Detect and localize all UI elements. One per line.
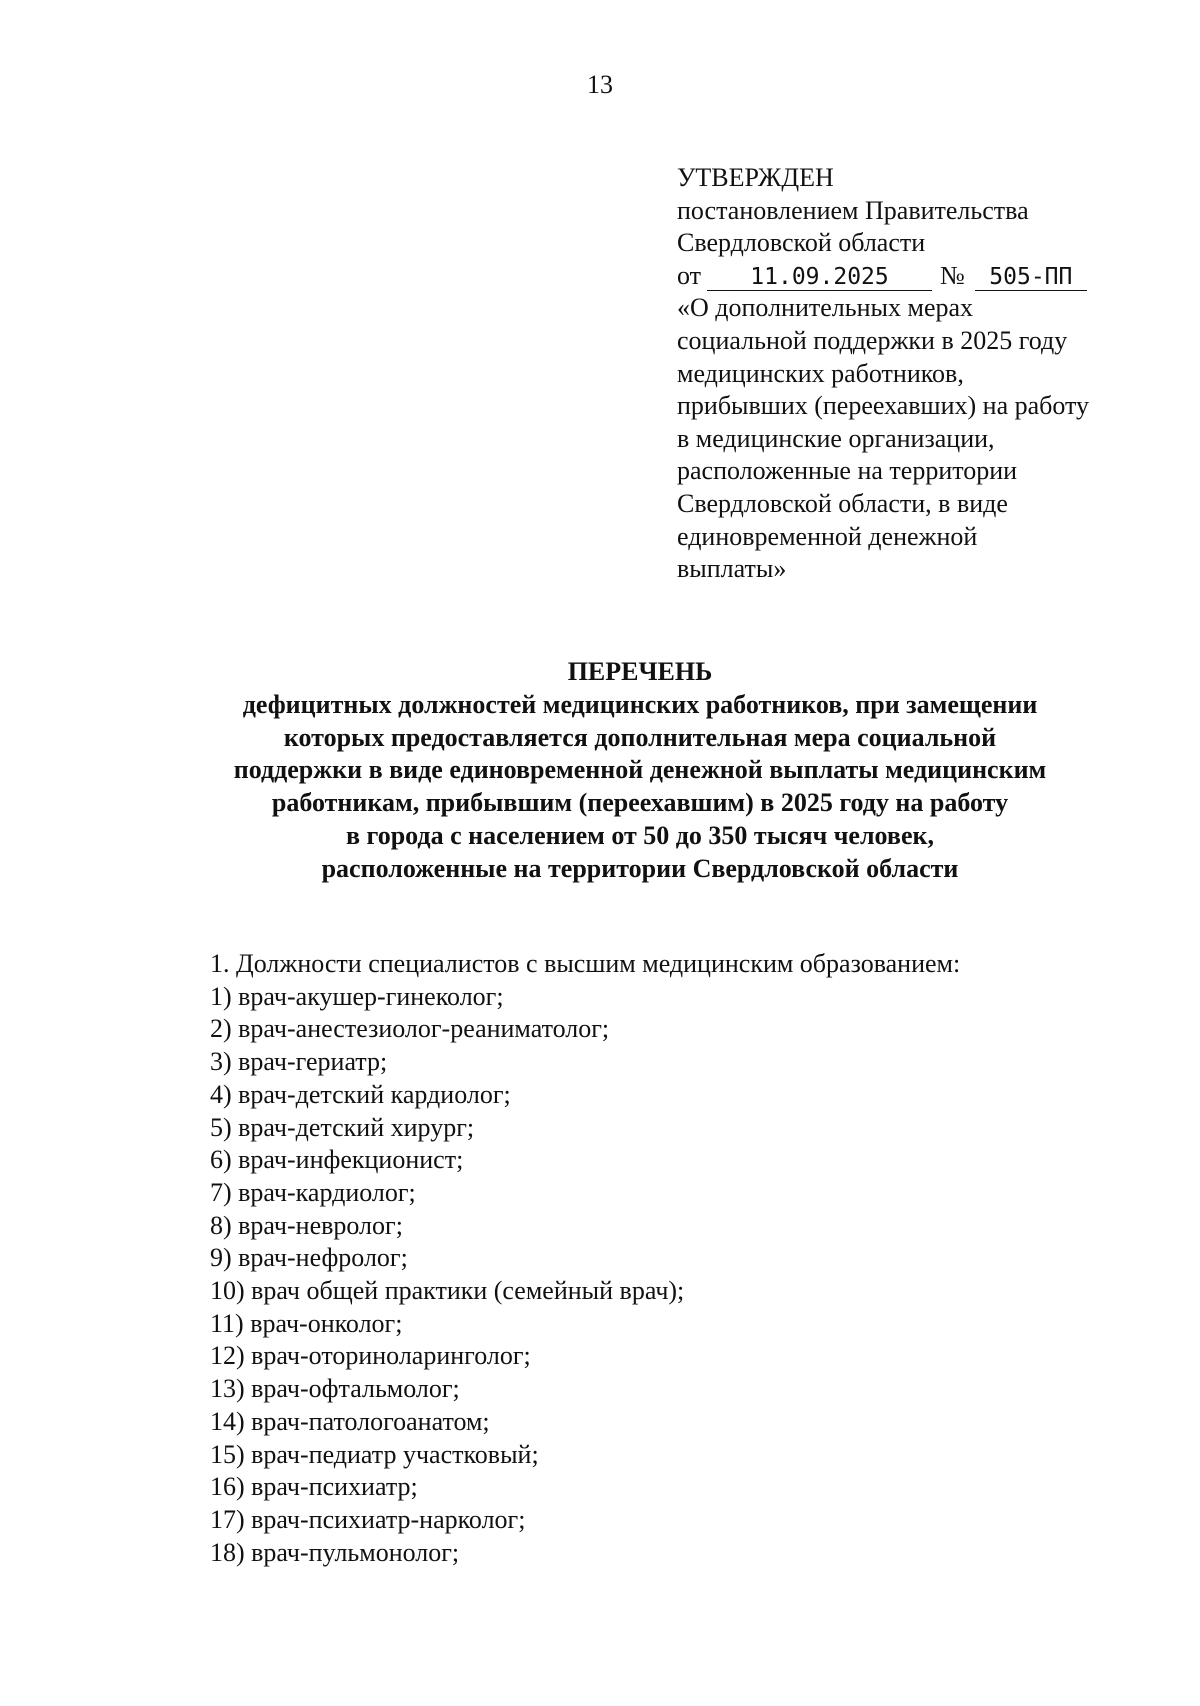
resolution-title-line: прибывших (переехавших) на работу	[677, 391, 1090, 421]
list-item: 17) врач-психиатр-нарколог;	[210, 1504, 526, 1534]
list-title-line: работникам, прибывшим (переехавшим) в 2025 году на работу	[271, 788, 1009, 818]
list-title-line: дефицитных должностей медицинских работников, при замещении	[242, 689, 1038, 719]
resolution-title-line: социальной поддержки в 2025 году	[677, 325, 1068, 355]
approval-date-number-line	[677, 260, 1177, 293]
list-item: 13) врач-офтальмолог;	[210, 1374, 460, 1404]
list-item: 2) врач-анестезиолог-реаниматолог;	[210, 1014, 610, 1044]
number-sign: №	[940, 260, 965, 290]
list-item: 5) врач-детский хирург;	[210, 1112, 475, 1142]
list-item: 11) врач-онколог;	[210, 1308, 403, 1338]
list-item: 6) врач-инфекционист;	[210, 1145, 464, 1175]
approval-line: постановлением Правительства	[677, 195, 1029, 225]
page-number: 13	[587, 70, 613, 99]
resolution-title-line: выплаты»	[677, 554, 787, 584]
list-item: 15) врач-педиатр участковый;	[210, 1439, 539, 1469]
list-item: 4) врач-детский кардиолог;	[210, 1079, 511, 1109]
date-prefix: от	[677, 260, 702, 290]
approval-line: Свердловской области	[677, 228, 926, 258]
list-title-block	[60, 656, 1200, 886]
resolution-title-line: в медицинские организации,	[677, 423, 995, 453]
resolution-title-line: медицинских работников,	[677, 358, 964, 388]
positions-list	[210, 948, 1110, 1569]
approval-stamp-block	[677, 162, 1177, 586]
list-item: 1) врач-акушер-гинеколог;	[210, 981, 504, 1011]
resolution-number: 505-ПП	[975, 264, 1087, 291]
resolution-title-line: Свердловской области, в виде	[677, 488, 1008, 518]
list-item: 9) врач-нефролог;	[210, 1243, 408, 1273]
approval-heading: УТВЕРЖДЕН	[677, 163, 834, 192]
resolution-title-line: расположенные на территории	[677, 456, 1018, 486]
list-title-line: в города с населением от 50 до 350 тысяч человек,	[346, 820, 934, 850]
list-item: 16) врач-психиатр;	[210, 1472, 418, 1502]
list-item: 8) врач-невролог;	[210, 1210, 403, 1240]
section-heading: 1. Должности специалистов с высшим медицинским образованием:	[210, 949, 961, 978]
resolution-title-line: единовременной денежной	[677, 521, 978, 551]
list-title-heading: ПЕРЕЧЕНЬ	[567, 657, 713, 686]
resolution-title-line: «О дополнительных мерах	[677, 293, 974, 323]
list-item: 18) врач-пульмонолог;	[210, 1537, 460, 1567]
list-item: 3) врач-гериатр;	[210, 1047, 388, 1077]
list-title-line: поддержки в виде единовременной денежной выплаты медицинским	[233, 755, 1047, 785]
list-item: 14) врач-патологоанатом;	[210, 1406, 490, 1436]
list-item: 10) врач общей практики (семейный врач);	[210, 1276, 685, 1306]
list-item: 7) врач-кардиолог;	[210, 1177, 416, 1207]
list-item: 12) врач-оториноларинголог;	[210, 1341, 531, 1371]
resolution-date: 11.09.2025	[707, 264, 932, 291]
list-title-line: которых предоставляется дополнительная мера социальной	[283, 722, 997, 752]
list-title-line: расположенные на территории Свердловской области	[321, 853, 959, 883]
